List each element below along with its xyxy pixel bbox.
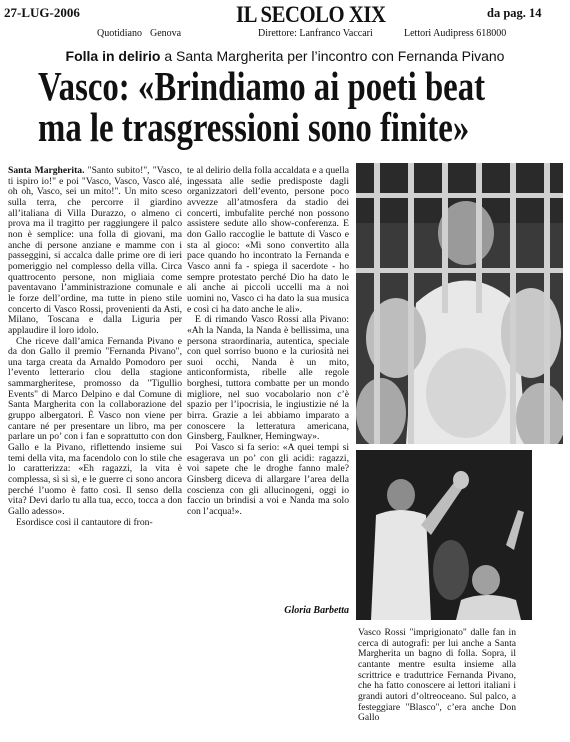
dateline: Santa Margherita. <box>8 166 85 176</box>
article-column-1 <box>8 166 182 734</box>
newspaper-type: Quotidiano <box>97 28 142 39</box>
col1-p1-text: "Santo subito!", "Vasco, ti ispiro io!" e poi "Vasco, Vasco, Vasco alé, oh oh, Vasco, sei un mito!". Un mito sceso sulla terra, che percorre il giardino all’italiana di Villa Durazzo, o almeno ci prova ma il tragitto per raggiungere il palco non è semplice: una folla di giovani, ma anche di persone anziane e mamme con i passeggini, si accalca dalle prime ore di ieri pomeriggio nel complesso della villa. Circa quattrocento persone, non migliaia come paventavano l’amministrazione comunale e le forze dell’ordine, ma tutte in pieno stile concerto di Vasco Rossi, provenienti da Asti, Milano, Toscana e dalla Liguria per applaudire il loro idolo. <box>8 166 182 336</box>
kicker-bold: Folla in delirio <box>65 48 161 64</box>
article-byline: Gloria Barbetta <box>284 605 349 616</box>
article-column-2 <box>187 166 349 606</box>
kicker-rest: a Santa Margherita per l’incontro con Fernanda Pivano <box>160 48 505 64</box>
newspaper-readers: Lettori Audipress 618000 <box>404 28 507 39</box>
newspaper-city: Genova <box>150 28 182 39</box>
col1-paragraph-1 <box>8 166 182 337</box>
newspaper-director: Direttore: Lanfranco Vaccari <box>258 28 373 39</box>
headline-line-2: ma le trasgressioni sono finite» <box>38 104 470 150</box>
col2-paragraph-3: Poi Vasco si fa serio: «A quei tempi si esagerava un po’ con gli acidi: ragazzi, voi sapete che le droghe fanno male? Ginsberg diceva di allargare l’area della coscienza con gli allucinogeni, oggi io faccio un brindisi a voi e Nanda ma solo con l’acqua!». <box>187 442 349 517</box>
article-kicker <box>0 48 570 64</box>
photo-caption: Vasco Rossi "imprigionato" dalle fan in cerca di autografi: per lui anche a Santa Margherita un bagno di folla. Sopra, il cantante mentre esulta insieme alla scrittrice e traduttrice Fernanda Pivano, che ha fatto conoscere ai lettori italiani i grandi autori d’oltreoceano. Sul palco, a festeggiare "Blasco", c’era anche Don Gallo <box>358 628 516 724</box>
page-reference: da pag. 14 <box>487 6 542 20</box>
col2-paragraph-1: te al delirio della folla accaldata e a quella ingessata alle sedie predisposte dagli organizzatori dell’evento, persone poco avvezze all’atmosfera da stadio dei concerti, imbufalite perché non possono assistere sedute allo show-conferenza. E don Gallo raccoglie le battute di Vasco e sta al gioco: «Mi sono convertito alla pace quando ho incontrato la Fernanda e Vasco anni fa - spiega il sacerdote - ho sempre protestato perché Dio ha dato le ali anche ai piccoli uccelli ma a noi uomini no, Vasco ci ha dato la sua musica e così ci ha dato anche le ali». <box>187 166 349 315</box>
photo-vasco-behind-bars <box>356 163 563 444</box>
newspaper-logo: IL SECOLO XIX <box>236 2 386 27</box>
publication-date: 27-LUG-2006 <box>4 5 80 20</box>
col2-paragraph-2: E di rimando Vasco Rossi alla Pivano: «Ah la Nanda, la Nanda è bellissima, una persona straordinaria, autentica, speciale con quel sorriso buono e la curiosità nei suoi occhi, Nanda è un mito, anticonformista, ribelle alle regole borghesi, tuttora combatte per un mondo migliore, nel suo vocabolario non c’è spazio per l’ipocrisia, le ingiustizie né la birra. Grazie a lei abbiamo imparato a conoscere la letteratura americana, Ginsberg, Faulkner, Hemingway». <box>187 314 349 443</box>
headline-line-1: Vasco: «Brindiamo ai poeti beat <box>38 63 486 109</box>
col1-paragraph-2: Che riceve dall’amica Fernanda Pivano e da don Gallo il premio "Fernanda Pivano", una targa creata da Arnaldo Pomodoro per l’evento letterario clou della stagione sammargheritese, promosso da "Tigullio Events" di Marco Delpino e dal Comune di Santa Margherita con la collaborazione del gruppo albergatori. È Vasco non viene per cantare né per presentare un libro, ma per parlare un po’ con i fan e soprattutto con don Gallo e la Pivano, riflettendo insieme sui temi della vita, ma facendolo con lo stile che lo caratterizza: «Eh ragazzi, la vita è complessa, sì sì sì, e le guerre ci sono ancora perché l’uomo è fatto così. Il senso della vita? Devi darlo tu alla tua, ecco, tocca a don Gallo adesso». <box>8 335 182 517</box>
photo-vasco-with-pivano <box>356 450 532 620</box>
article-headline <box>38 63 558 150</box>
col1-paragraph-3: Esordisce così il cantautore di fron- <box>16 516 153 528</box>
